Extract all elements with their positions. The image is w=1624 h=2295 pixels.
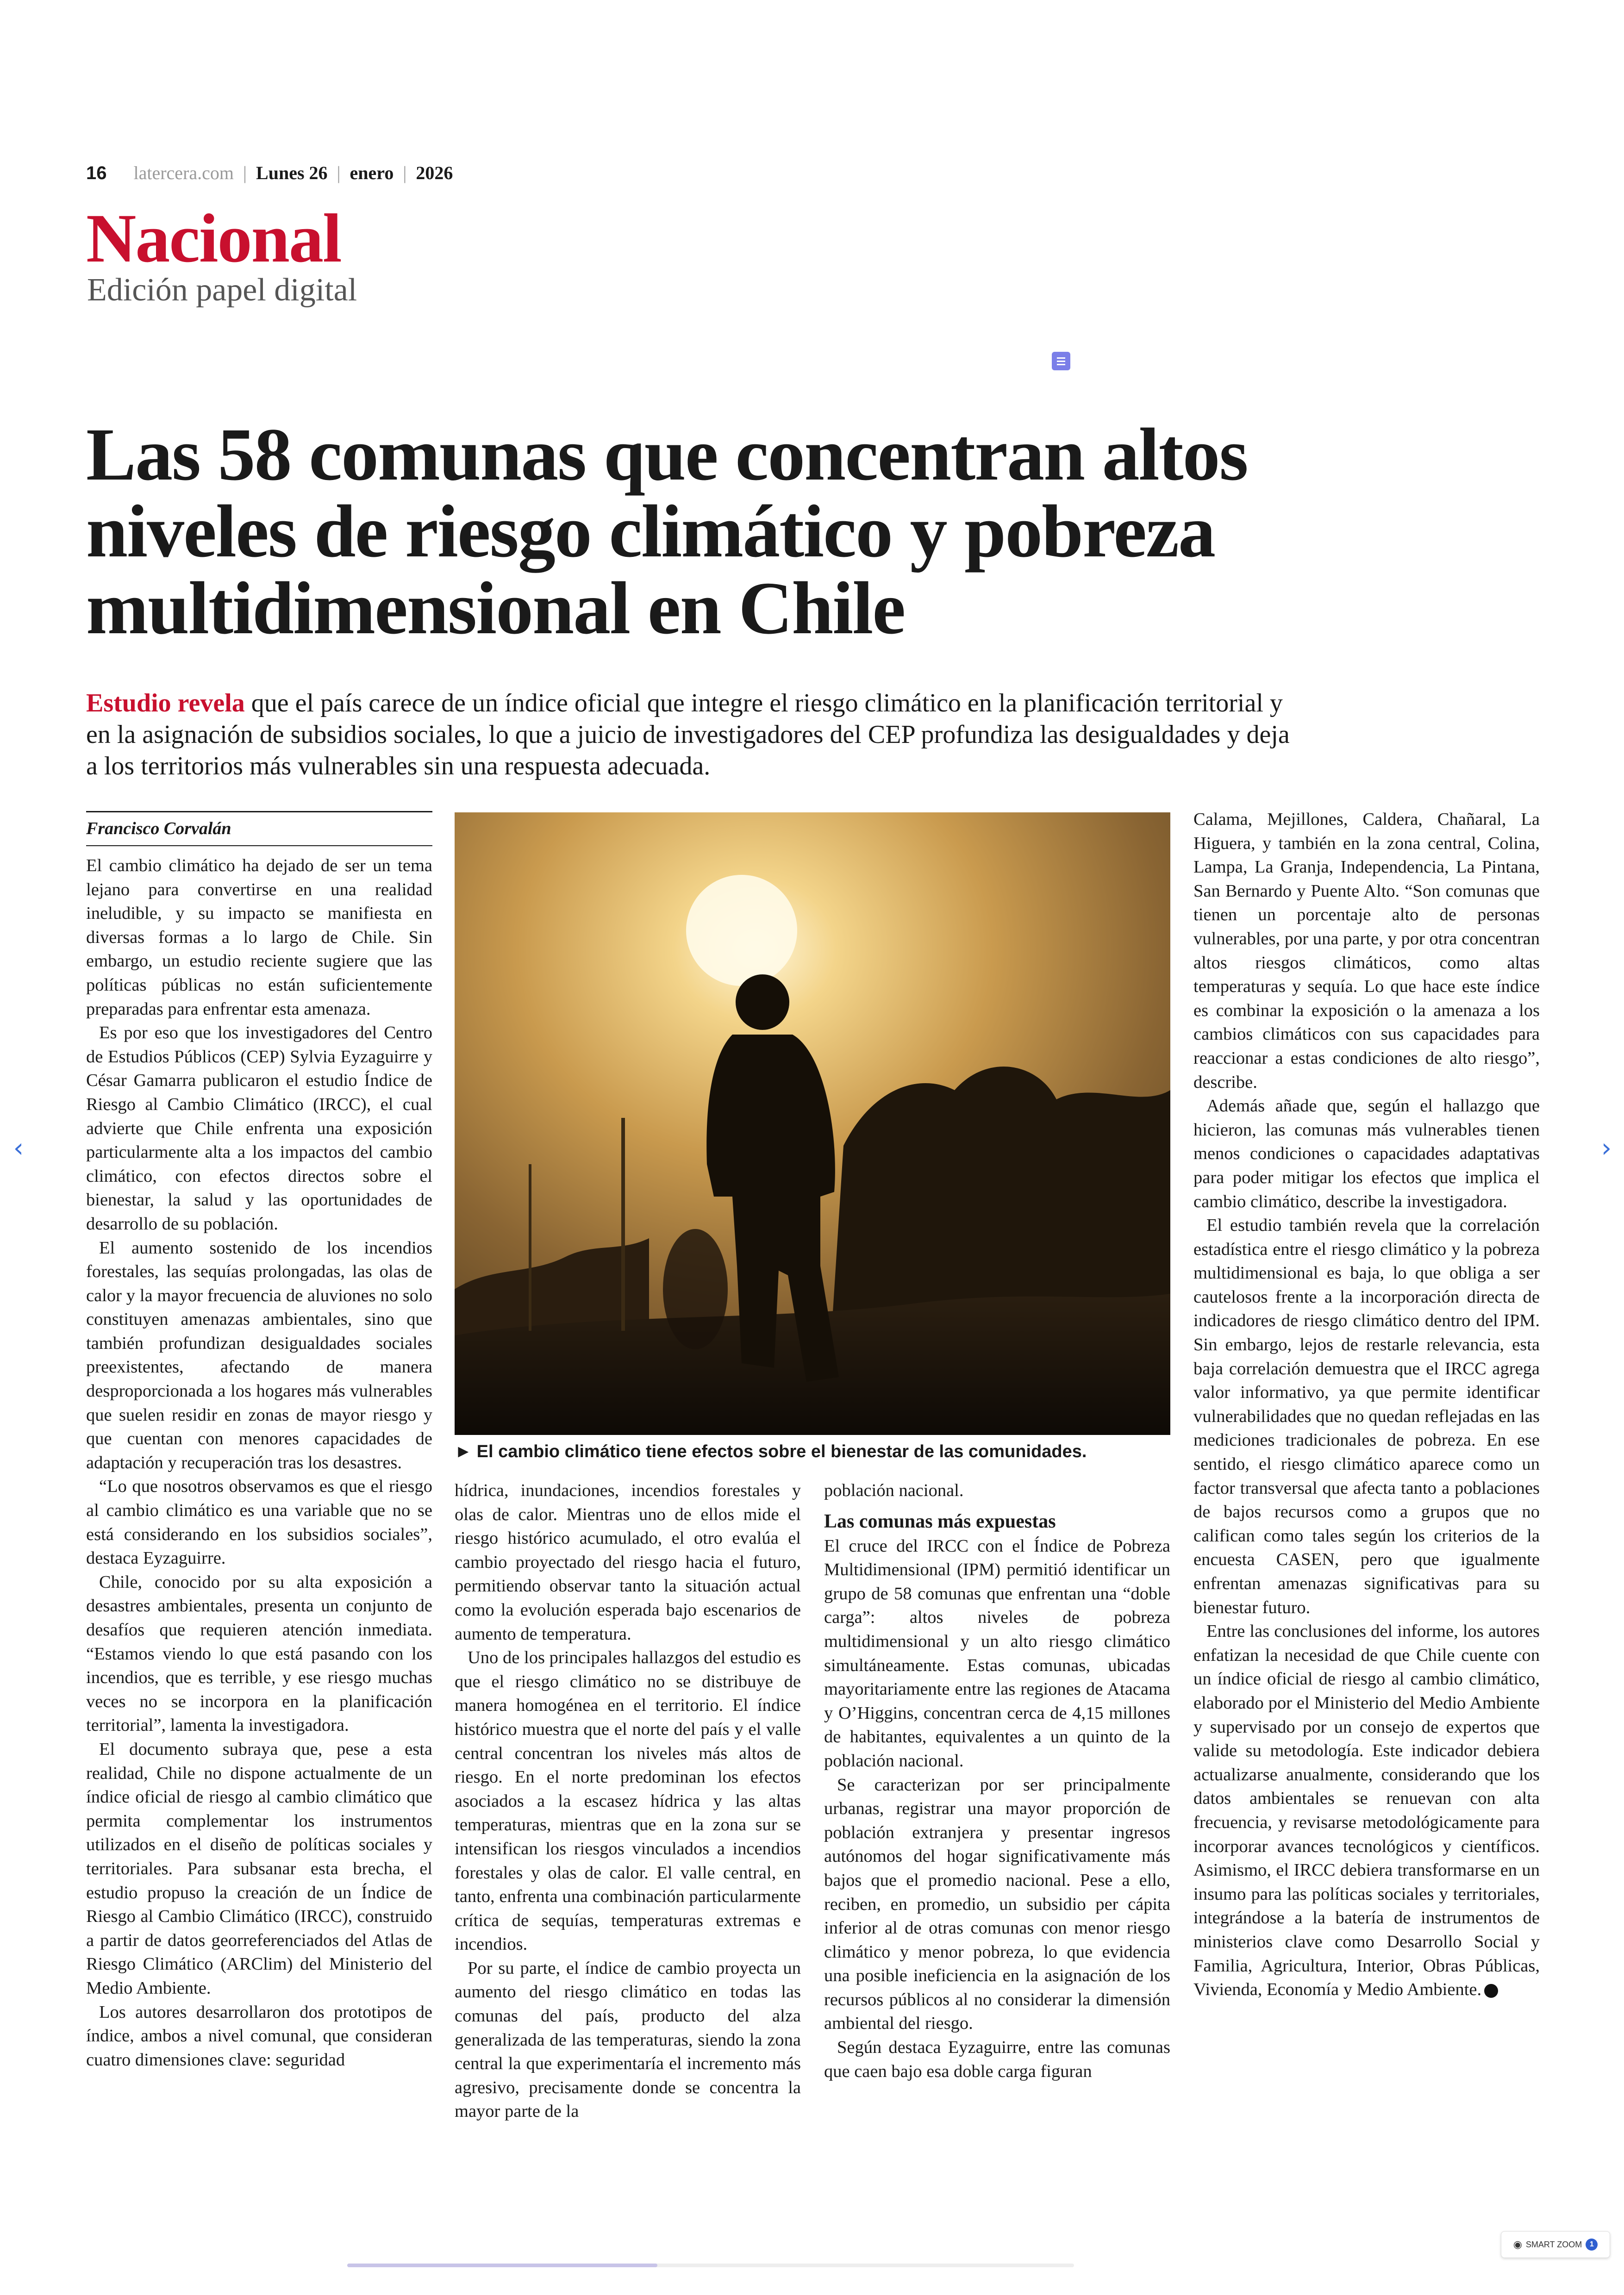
article-paragraph: Los autores desarrollaron dos prototipos de índice, ambos a nivel comunal, que consideran cuatro dimensiones clave: seguridad: [86, 2002, 432, 2070]
caption-arrow-icon: ►: [455, 1442, 472, 1461]
article-paragraph: Calama, Mejillones, Caldera, Chañaral, La Higuera, y también en la zona central, Colina, Lampa, La Granja, Independencia, La Pintana, San Bernardo y Puente Alto. “Son comunas que tienen un porcentaje alto de personas vulnerables, por una parte, y por otra concentran altos riesgos climáticos, como altas temperaturas y sequía. Lo que hace este índice es combinar la exposición o la amenaza a los cambios climáticos con sus capacidades para reaccionar a estas condiciones de alto riesgo”, describe.: [1193, 810, 1540, 1092]
article-paragraph: Es por eso que los investigadores del Centro de Estudios Públicos (CEP) Sylvia Eyzaguirre y César Gamarra publicaron el estudio Índice de Riesgo al Cambio Climático (IRCC), el cual advierte que Chile enfrenta una exposición particularmente alta a los impactos del cambio climático, con efectos directos sobre el bienestar, la salud y las oportunidades de desarrollo de su población.: [86, 1023, 432, 1234]
article-paragraph: población nacional.: [824, 1481, 964, 1500]
byline-rule: [86, 845, 432, 846]
photo-caption-text: El cambio climático tiene efectos sobre el bienestar de las comunidades.: [476, 1442, 1087, 1461]
article-paragraph: El cambio climático ha dejado de ser un tema lejano para convertirse en una realidad ineludible, y su impacto se manifiesta en diversas formas a lo largo de Chile. Sin embargo, un estudio reciente sugiere que las políticas públicas no están suficientemente preparadas para enfrentar esta amenaza.: [86, 856, 432, 1019]
edition-label: Edición papel digital: [87, 272, 357, 308]
article-lede: [86, 687, 1290, 782]
eye-icon: ◉: [1513, 2239, 1522, 2251]
article-paragraph: Por su parte, el índice de cambio proyecta un aumento del riesgo climático en todas las comunas del país, producto del alza generalizada de las temperaturas, siendo la zona central la que experimentaría el incremento más agresivo, precisamente donde se concentra la mayor parte de la: [455, 1958, 801, 2121]
article-paragraph: Chile, conocido por su alta exposición a desastres ambientales, presenta un conjunto de desafíos que requieren atención inmediata. “Estamos viendo lo que está pasando con los incendios, que es terrible, y ese riesgo muchas veces no se incorpora en la planificación territorial”, lamenta la investigadora.: [86, 1572, 432, 1735]
end-mark-icon: [1484, 1984, 1498, 1998]
article-paragraph: El estudio también revela que la correlación estadística entre el riesgo climático y la pobreza multidimensional es baja, lo que obliga a ser cautelosos frente a la incorporación directa de indicadores de riesgo climático dentro del IPM. Sin embargo, lejos de restarle relevancia, esta baja correlación demuestra que el IRCC agrega valor informativo, ya que permite identificar vulnerabilidades que no quedan reflejadas en las mediciones tradicionales de pobreza. En ese sentido, el riesgo climático aparece como un factor transversal que afecta tanto a poblaciones de bajos recursos como a grupos que no califican como tales según los criterios de la encuesta CASEN, pero que igualmente enfrentan amenazas significativas para su bienestar futuro.: [1193, 1216, 1540, 1617]
article-paragraph: “Lo que nosotros observamos es que el riesgo al cambio climático es una variable que no se está considerando en los subsidios sociales”, destaca Eyzaguirre.: [86, 1477, 432, 1568]
byline-rule: [86, 811, 432, 812]
article-paragraph: Además añade que, según el hallazgo que hicieron, las comunas más vulnerables tienen menos condiciones o capacidades adaptativas para poder mitigar los efectos que implica el cambio climático, describe la investigadora.: [1193, 1096, 1540, 1211]
article-column-2: [455, 1479, 801, 2124]
site-name: latercera.com: [133, 162, 234, 183]
article-paragraph: Según destaca Eyzaguirre, entre las comunas que caen bajo esa doble carga figuran: [824, 2038, 1170, 2081]
smart-zoom-button[interactable]: [1501, 2231, 1610, 2258]
header-day: Lunes 26: [256, 162, 328, 183]
article-column-3: [824, 1479, 1170, 2083]
page-number: 16: [86, 163, 107, 183]
article-headline: Las 58 comunas que concentran altos niveles de riesgo climático y pobreza multidimensional en Chile: [86, 413, 1248, 650]
header-separator: |: [337, 162, 341, 183]
article-subheading: Las comunas más expuestas: [824, 1510, 1056, 1532]
byline: Francisco Corvalán: [86, 819, 231, 838]
article-paragraph: El cruce del IRCC con el Índice de Pobreza Multidimensional (IPM) permitió identificar un grupo de 58 comunas que enfrentan una “doble carga”: altos niveles de pobreza multidimensional y un alto riesgo climático simultáneamente. Estas comunas, ubicadas mayoritariamente entre las regiones de Atacama y O’Higgins, concentran cerca de 4,15 millones de habitantes, equivalentes a un quinto de la población nacional.: [824, 1536, 1170, 1771]
article-column-4: [1193, 808, 1540, 2002]
lede-text: que el país carece de un índice oficial que integre el riesgo climático en la planificación territorial y en la asignación de subsidios sociales, lo que a juicio de investigadores del CEP profundiza las desigualdades y deja a los territorios más vulnerables sin una respuesta adecuada.: [86, 689, 1290, 780]
page-header: [86, 162, 453, 184]
photo-caption: [455, 1442, 1170, 1462]
note-icon[interactable]: [1052, 352, 1070, 370]
lede-kicker: Estudio revela: [86, 689, 245, 717]
smart-zoom-badge: 1: [1586, 2239, 1598, 2251]
smart-zoom-label: SMART ZOOM: [1525, 2239, 1582, 2249]
article-paragraph: Se caracterizan por ser principalmente urbanas, registrar una mayor proporción de población extranjera y presentar ingresos autónomos del hogar significativamente más bajos que el promedio nacional. Pese a ello, reciben, en promedio, un subsidio per cápita inferior al de otras comunas con menor riesgo climático y menor pobreza, lo que evidencia una posible ineficiencia en la asignación de los recursos públicos al no considerar la dimensión ambiental del riesgo.: [824, 1775, 1170, 2033]
sunset-silhouette-image: [455, 812, 1170, 1435]
section-title: Nacional: [86, 200, 341, 277]
page-scrollbar-thumb[interactable]: [347, 2264, 657, 2267]
article-paragraph: Uno de los principales hallazgos del estudio es que el riesgo climático no se distribuye de manera homogénea en el territorio. El índice histórico muestra que el norte del país y el valle central concentran los niveles más altos de riesgo. En el norte predominan los efectos asociados a la escasez hídrica y las altas temperaturas, mientras que en la zona sur se intensifican los riesgos vinculados a incendios forestales y olas de calor. El valle central, en tanto, enfrenta una combinación particularmente crítica de sequías, temperaturas extremas e incendios.: [455, 1648, 801, 1954]
article-photo: [455, 812, 1170, 1435]
article-paragraph: hídrica, inundaciones, incendios forestales y olas de calor. Mientras uno de ellos mide el riesgo histórico acumulado, el otro evalúa el cambio proyectado del riesgo hacia el futuro, permitiendo observar tanto la situación actual como la evolución esperada bajo escenarios de aumento de temperatura.: [455, 1481, 801, 1644]
header-separator: |: [243, 162, 247, 183]
article-paragraph-text: Entre las conclusiones del informe, los autores enfatizan la necesidad de que Chile cuente con un índice oficial de riesgo al cambio climático, elaborado por el Ministerio del Medio Ambiente y supervisado por un consejo de expertos que valide su metodología. Este indicador debiera actualizarse anualmente, considerando que los datos ambientales se renuevan con alta frecuencia, y revisarse metodológicamente para incorporar avances tecnológicos y científicos. Asimismo, el IRCC debiera transformarse en un insumo para las políticas sociales y territoriales, integrándose a la batería de instrumentos de ministerios clave como Desarrollo Social y Familia, Agricultura, Interior, Obras Públicas, Vivienda, Economía y Medio Ambiente.: [1193, 1621, 1540, 2000]
article-paragraph: [1193, 1620, 1540, 2002]
header-separator: |: [403, 162, 407, 183]
chevron-right-icon[interactable]: ›: [1601, 1133, 1612, 1163]
article-paragraph: El aumento sostenido de los incendios forestales, las sequías prolongadas, las olas de calor y la mayor frecuencia de aluviones no solo constituyen amenazas ambientales, sino que también profundizan desigualdades sociales preexistentes, afectando de manera desproporcionada a los hogares más vulnerables que suelen residir en zonas de mayor riesgo y que cuentan con menores capacidades de adaptación y recuperación tras los desastres.: [86, 1238, 432, 1472]
header-year: 2026: [416, 162, 453, 183]
article-paragraph: El documento subraya que, pese a esta realidad, Chile no dispone actualmente de un índice oficial de riesgo al cambio climático que permita complementar los instrumentos utilizados en el diseño de políticas sociales y territoriales. Para subsanar esta brecha, el estudio propuso la creación de un Índice de Riesgo al Cambio Climático (IRCC), construido a partir de datos georreferenciados del Atlas de Riesgo Climático (ARClim) del Ministerio del Medio Ambiente.: [86, 1739, 432, 1998]
chevron-left-icon[interactable]: ‹: [13, 1133, 24, 1163]
header-month: enero: [350, 162, 394, 183]
article-column-1: [86, 854, 432, 2072]
